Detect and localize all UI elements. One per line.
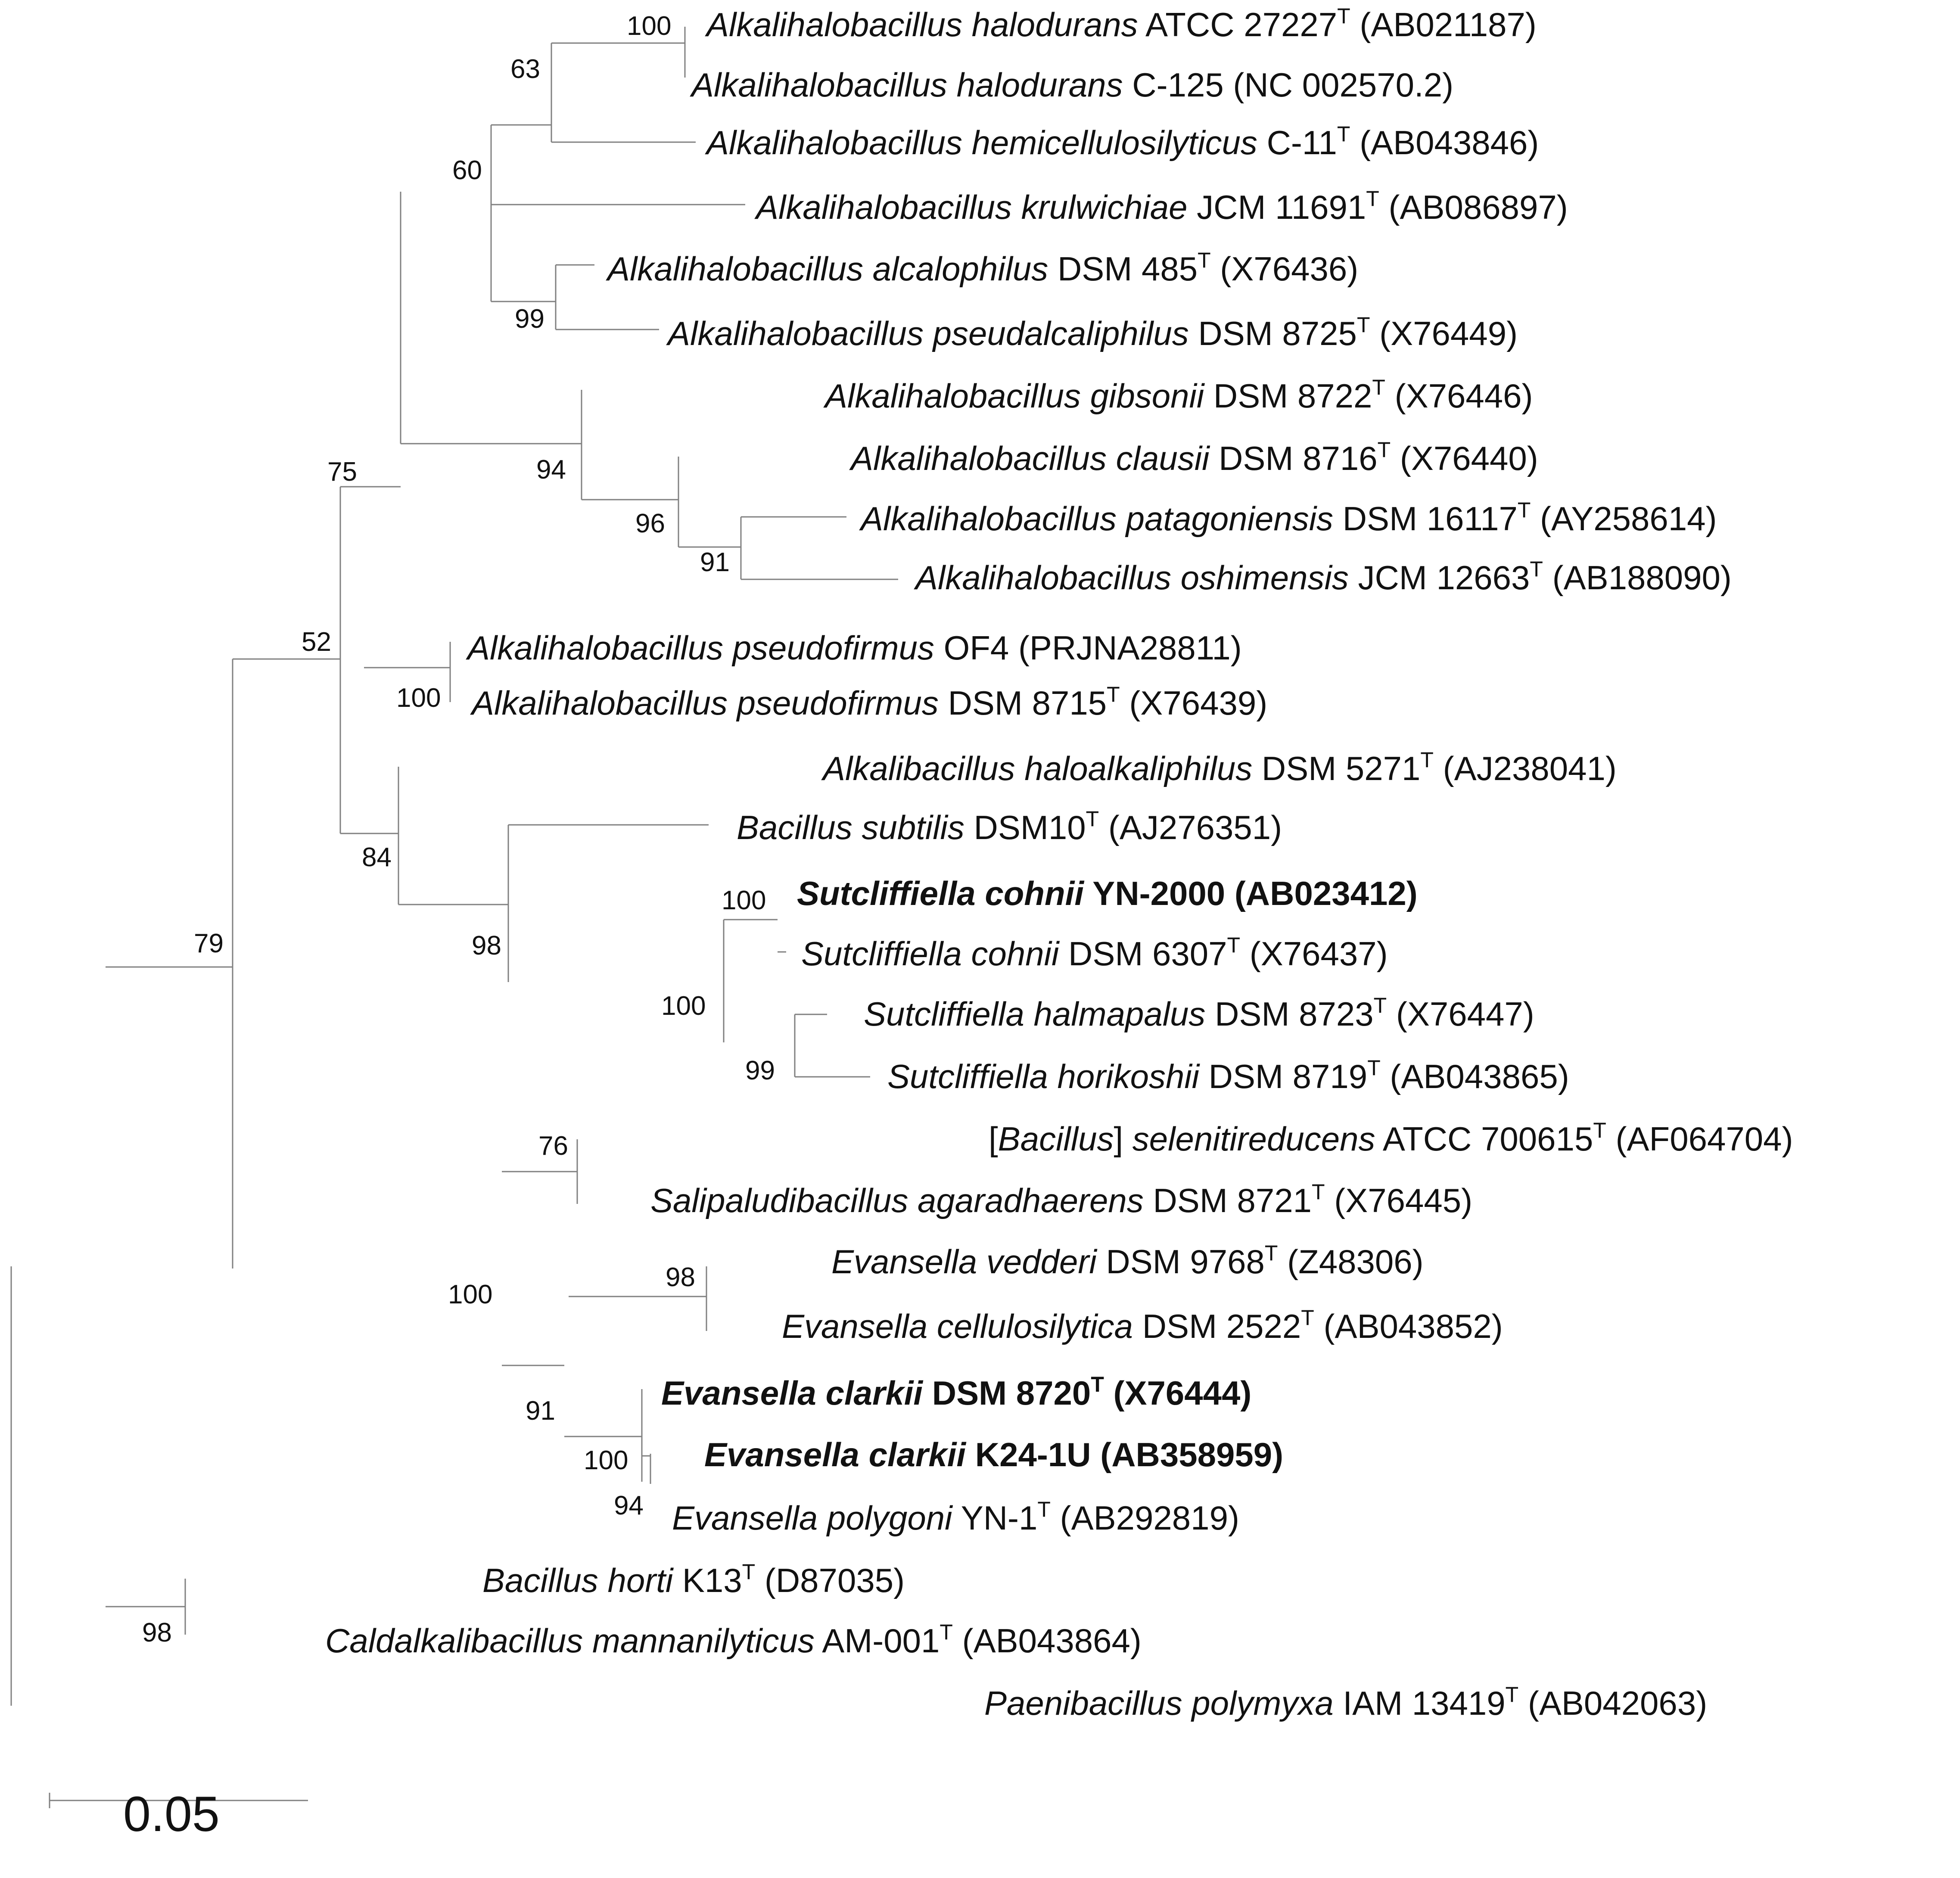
taxon-accession: (X76446) — [1385, 377, 1533, 415]
taxon-accession: (AB188090) — [1543, 559, 1732, 597]
taxon-accession: (D87035) — [755, 1561, 905, 1599]
taxon-label-t21 — [831, 1241, 1424, 1281]
taxon-genus: Alkalibacillus — [823, 749, 1025, 787]
bootstrap-value-b16: 99 — [745, 1056, 775, 1085]
bootstrap-value-b15: 100 — [661, 991, 706, 1021]
bootstrap-value-b18: 98 — [666, 1262, 695, 1292]
taxon-strain: DSM 6307 — [1059, 935, 1227, 973]
taxon-accession: (AB086897) — [1379, 188, 1568, 226]
bootstrap-value-b5: 75 — [327, 457, 357, 487]
type-strain-mark: T — [1377, 438, 1391, 462]
taxon-strain: C-125 — [1123, 66, 1224, 104]
taxon-genus: Alkalihalobacillus — [825, 377, 1090, 415]
taxon-label-t11 — [467, 631, 1242, 665]
bootstrap-value-b9: 52 — [302, 627, 331, 657]
type-strain-mark: T — [1091, 1372, 1104, 1396]
type-strain-mark: T — [1107, 682, 1120, 706]
type-strain-mark: T — [1356, 313, 1370, 337]
taxon-label-t22 — [782, 1306, 1503, 1345]
taxon-genus: Alkalihalobacillus — [607, 250, 873, 288]
bootstrap-value-b6: 94 — [536, 455, 566, 485]
taxon-label-t14 — [737, 807, 1282, 846]
taxon-strain: DSM 8715 — [938, 684, 1107, 722]
taxon-strain: DSM 8723 — [1205, 995, 1374, 1033]
taxon-species: krulwichiae — [1021, 188, 1188, 226]
taxon-species: pseudalcaliphilus — [933, 314, 1189, 352]
taxon-genus: Bacillus — [737, 808, 862, 846]
taxon-species: horti — [607, 1561, 673, 1599]
type-strain-mark: T — [1420, 748, 1434, 772]
bootstrap-value-b14: 100 — [722, 886, 766, 915]
taxon-label-t20 — [650, 1180, 1473, 1219]
type-strain-mark: T — [1227, 933, 1241, 957]
taxon-species: selenitireducens — [1132, 1120, 1375, 1158]
taxon-species: pseudofirmus — [732, 629, 934, 667]
taxon-strain: DSM 5271 — [1252, 749, 1421, 787]
type-strain-mark: T — [1337, 4, 1350, 28]
taxon-label-t6 — [668, 313, 1518, 352]
taxon-label-t16 — [801, 933, 1388, 973]
taxon-accession: (AB292819) — [1050, 1499, 1239, 1537]
bootstrap-value-b11: 84 — [362, 843, 392, 872]
type-strain-mark: T — [1367, 1056, 1381, 1080]
taxon-genus: Alkalihalobacillus — [467, 629, 733, 667]
taxon-accession: (X76436) — [1210, 250, 1359, 288]
taxon-accession: (X76444) — [1104, 1374, 1252, 1412]
taxon-accession: (X76445) — [1325, 1182, 1473, 1219]
bootstrap-value-b12: 79 — [194, 929, 224, 958]
taxon-accession: (X76439) — [1120, 684, 1268, 722]
taxon-species: haloalkaliphilus — [1024, 749, 1253, 787]
taxon-genus: Evansella — [782, 1307, 937, 1345]
taxon-species: gibsonii — [1090, 377, 1204, 415]
taxon-genus: Paenibacillus — [984, 1684, 1192, 1722]
taxon-label-t2 — [691, 68, 1453, 102]
taxon-label-t10 — [915, 557, 1732, 597]
taxon-genus: Evansella — [672, 1499, 827, 1537]
branch-lines — [11, 27, 898, 1808]
taxon-label-t1 — [706, 4, 1537, 44]
taxon-label-t3 — [706, 122, 1539, 162]
taxon-accession: (PRJNA28811) — [1009, 629, 1242, 667]
taxon-strain: DSM 2522 — [1133, 1307, 1301, 1345]
type-strain-mark: T — [1366, 187, 1379, 211]
bootstrap-value-b10: 100 — [396, 683, 441, 713]
taxon-strain: IAM 13419 — [1333, 1684, 1506, 1722]
taxon-strain: DSM 8720 — [923, 1374, 1091, 1412]
taxon-genus: Alkalihalobacillus — [472, 684, 737, 722]
taxon-genus: Evansella — [831, 1243, 986, 1281]
bootstrap-value-b23: 98 — [142, 1618, 172, 1648]
type-strain-mark: T — [1198, 248, 1211, 272]
bootstrap-value-b21: 100 — [584, 1446, 628, 1475]
taxon-accession: (X76449) — [1370, 314, 1518, 352]
taxon-genus: Alkalihalobacillus — [668, 314, 933, 352]
taxon-label-t13 — [823, 748, 1617, 787]
taxon-strain: DSM10 — [964, 808, 1086, 846]
taxon-species: subtilis — [862, 808, 964, 846]
taxon-strain: DSM 16117 — [1333, 500, 1518, 538]
taxon-genus: Sutcliffiella — [864, 995, 1034, 1033]
taxon-strain: DSM 8722 — [1204, 377, 1372, 415]
taxon-label-t5 — [607, 248, 1359, 288]
taxon-species: clarkii — [825, 1374, 923, 1412]
taxon-accession: (AJ276351) — [1099, 808, 1282, 846]
type-strain-mark: T — [1086, 807, 1099, 831]
taxon-species: patagoniensis — [1126, 500, 1334, 538]
taxon-strain: JCM 12663 — [1348, 559, 1530, 597]
taxon-species: cohnii — [971, 935, 1059, 973]
taxon-species: halodurans — [971, 6, 1138, 44]
bootstrap-value-b8: 91 — [700, 547, 730, 577]
taxon-genus: Alkalihalobacillus — [861, 500, 1126, 538]
taxon-genus: Bacillus — [998, 1120, 1114, 1158]
taxon-genus: Sutcliffiella — [797, 874, 985, 912]
taxon-species: agaradhaerens — [918, 1182, 1144, 1219]
taxon-label-t26 — [482, 1560, 905, 1599]
taxon-strain: DSM 8725 — [1188, 314, 1357, 352]
taxon-strain: K24-1U — [966, 1436, 1091, 1474]
taxon-label-t8 — [851, 438, 1538, 477]
taxon-species: horikoshii — [1057, 1057, 1199, 1095]
taxon-species: mannanilyticus — [592, 1622, 815, 1660]
taxon-species: halodurans — [956, 66, 1123, 104]
taxon-strain: C-11 — [1257, 124, 1337, 162]
taxon-label-t7 — [825, 375, 1533, 415]
type-strain-mark: T — [1301, 1306, 1314, 1330]
bootstrap-value-b7: 96 — [635, 509, 665, 538]
taxon-strain: DSM 485 — [1048, 250, 1198, 288]
taxon-accession: (AB023412) — [1225, 874, 1418, 912]
type-strain-mark: T — [1264, 1241, 1278, 1265]
taxon-genus: Alkalihalobacillus — [915, 559, 1181, 597]
taxon-strain: JCM 11691 — [1187, 188, 1366, 226]
taxon-genus: Alkalihalobacillus — [756, 188, 1021, 226]
taxon-species: pseudofirmus — [737, 684, 939, 722]
taxon-strain: K13 — [673, 1561, 742, 1599]
taxon-label-t23 — [661, 1372, 1252, 1412]
taxon-species: clarkii — [868, 1436, 966, 1474]
taxon-accession: (AB042063) — [1518, 1684, 1708, 1722]
type-strain-mark: T — [1312, 1180, 1325, 1204]
taxon-species: cohnii — [985, 874, 1084, 912]
taxon-species: oshimensis — [1180, 559, 1349, 597]
taxon-accession: (Z48306) — [1278, 1243, 1424, 1281]
taxon-accession: (AB043864) — [952, 1622, 1142, 1660]
taxon-accession: (AB358959) — [1091, 1436, 1284, 1474]
taxon-strain: DSM 9768 — [1096, 1243, 1265, 1281]
taxon-accession: (AB043852) — [1314, 1307, 1503, 1345]
type-strain-mark: T — [940, 1620, 953, 1644]
type-strain-mark: T — [1372, 375, 1385, 399]
bootstrap-value-b1: 100 — [627, 11, 672, 41]
type-strain-mark: T — [1037, 1497, 1051, 1521]
taxon-species: vedderi — [986, 1243, 1097, 1281]
taxon-genus: Evansella — [704, 1436, 869, 1474]
type-strain-mark: T — [1517, 498, 1531, 522]
taxon-strain: DSM 8721 — [1143, 1182, 1312, 1219]
taxon-accession: (AB043865) — [1380, 1057, 1569, 1095]
taxon-strain: ATCC 27227 — [1138, 6, 1338, 44]
bootstrap-value-b17: 76 — [538, 1131, 568, 1161]
taxon-species: halmapalus — [1033, 995, 1206, 1033]
taxon-strain: DSM 8716 — [1209, 439, 1378, 477]
type-strain-mark: T — [1373, 993, 1387, 1017]
taxon-accession: (X76437) — [1240, 935, 1388, 973]
taxon-strain: ATCC 700615 — [1375, 1120, 1593, 1158]
taxon-species: polygoni — [827, 1499, 952, 1537]
bootstrap-value-b22: 94 — [614, 1491, 644, 1520]
taxon-genus: Alkalihalobacillus — [706, 124, 972, 162]
taxon-genus: Alkalihalobacillus — [691, 66, 957, 104]
taxon-accession: (X76447) — [1387, 995, 1534, 1033]
taxon-accession: (X76440) — [1391, 439, 1538, 477]
taxon-strain: YN-2000 — [1084, 874, 1226, 912]
taxon-accession: (AB021187) — [1350, 6, 1537, 44]
type-strain-mark: T — [1530, 557, 1543, 581]
type-strain-mark: T — [1505, 1682, 1519, 1707]
taxon-genus: Salipaludibacillus — [650, 1182, 918, 1219]
taxon-label-t28 — [984, 1682, 1708, 1722]
taxon-species: hemicellulosilyticus — [971, 124, 1257, 162]
scale-bar-label: 0.05 — [123, 1787, 220, 1842]
bootstrap-value-b13: 98 — [472, 931, 501, 961]
taxon-label-t18 — [887, 1056, 1569, 1095]
taxon-label-t27 — [325, 1620, 1142, 1660]
taxon-accession: (AB043846) — [1350, 124, 1539, 162]
taxon-species: polymyxa — [1192, 1684, 1334, 1722]
taxon-accession: (AJ238041) — [1433, 749, 1617, 787]
taxon-strain: YN-1 — [952, 1499, 1038, 1537]
taxon-label-t24 — [704, 1436, 1284, 1474]
taxon-label-t19: [Bacillus] selenitireducens ATCC $700615^T$ (AF064704) — [989, 1118, 1793, 1158]
taxon-strain: DSM 8719 — [1199, 1057, 1368, 1095]
taxon-genus: Bacillus — [482, 1561, 608, 1599]
taxon-species: clausii — [1116, 439, 1210, 477]
taxon-genus: Sutcliffiella — [801, 935, 971, 973]
bootstrap-value-b20: 91 — [526, 1396, 555, 1426]
bootstrap-value-b19: 100 — [448, 1280, 493, 1309]
taxon-label-t15 — [797, 874, 1418, 912]
taxon-label-t17 — [864, 993, 1534, 1033]
type-strain-mark: T — [1337, 122, 1350, 146]
taxon-genus: Evansella — [661, 1374, 826, 1412]
taxon-species: cellulosilytica — [936, 1307, 1133, 1345]
taxon-species: alcalophilus — [872, 250, 1048, 288]
taxon-genus: Caldalkalibacillus — [325, 1622, 592, 1660]
taxon-accession: (AY258614) — [1531, 500, 1717, 538]
taxon-genus: Alkalihalobacillus — [851, 439, 1116, 477]
bootstrap-value-b3: 60 — [452, 155, 482, 185]
taxon-label-t25 — [672, 1497, 1239, 1537]
type-strain-mark: T — [742, 1560, 756, 1584]
bootstrap-value-b4: 99 — [515, 304, 544, 334]
taxon-strain: OF4 — [934, 629, 1009, 667]
taxon-strain: AM-001 — [814, 1622, 940, 1660]
taxon-genus: Sutcliffiella — [887, 1057, 1058, 1095]
type-strain-mark: T — [1593, 1118, 1606, 1142]
taxon-accession: (AF064704) — [1606, 1120, 1793, 1158]
taxon-label-t4 — [756, 187, 1568, 226]
taxon-label-t12 — [472, 682, 1268, 722]
taxon-genus: Alkalihalobacillus — [706, 6, 972, 44]
taxon-accession: (NC 002570.2) — [1223, 66, 1454, 104]
taxon-label-t9 — [861, 498, 1717, 538]
bootstrap-value-b2: 63 — [510, 54, 540, 84]
